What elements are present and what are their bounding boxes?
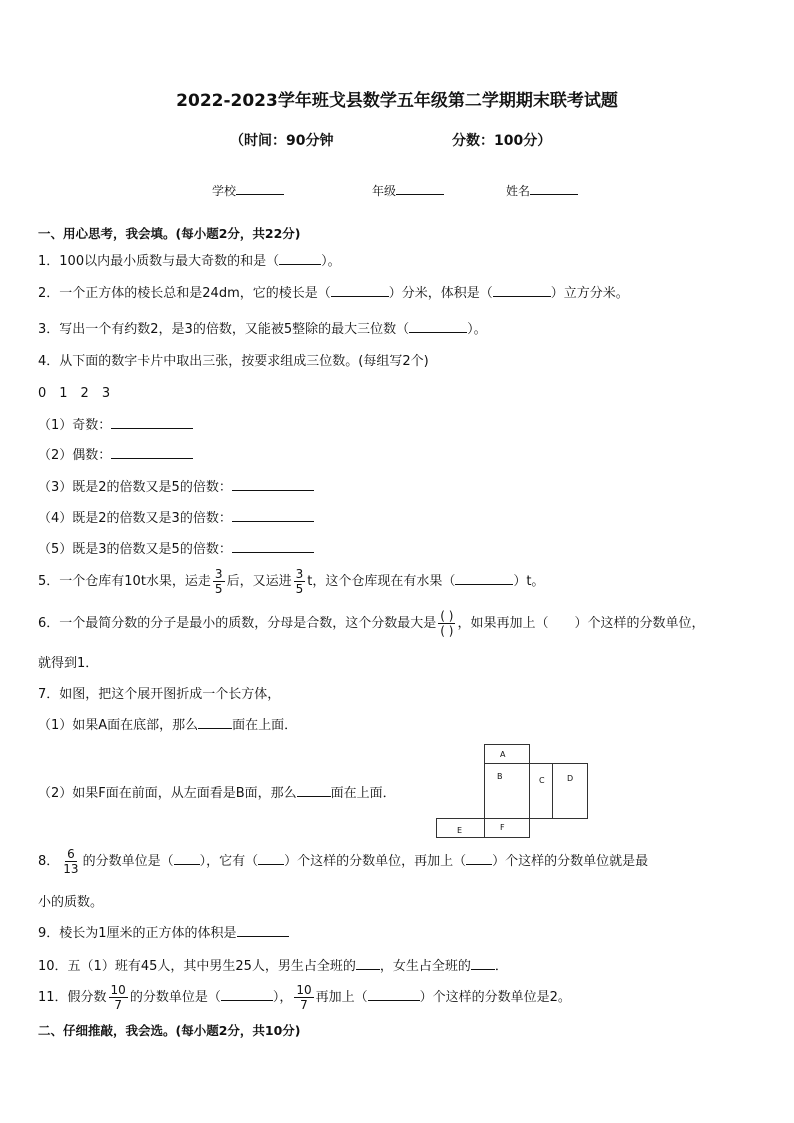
net-face-a xyxy=(484,744,530,764)
q7-2-text-b: 面在上面． xyxy=(330,786,396,801)
net-face-e xyxy=(436,818,485,838)
question-2 xyxy=(38,282,629,301)
q11-frac1-num: 10 xyxy=(110,983,126,997)
q3-text-a: 3．写出一个有约数2，是3的倍数，又能被5整除的最大三位数（ xyxy=(38,322,410,337)
q4-part-4 xyxy=(38,507,314,526)
q2-blank-2 xyxy=(493,284,551,297)
q6-frac-den: ( ) xyxy=(440,624,454,638)
q11-text-c: ）， xyxy=(272,990,293,1005)
q11-fraction-2 xyxy=(294,983,313,1012)
q8-blank-2 xyxy=(258,852,284,865)
net-label-d: D xyxy=(567,774,574,783)
q5-text-b: 后，又运进 xyxy=(226,574,292,589)
question-9 xyxy=(38,922,289,941)
q4-2-label: （2）偶数： xyxy=(38,448,112,463)
q5-text-d: ）t。 xyxy=(513,574,545,589)
q11-fraction-1 xyxy=(109,983,128,1012)
q9-text: 9．棱长为1厘米的正方体的体积是 xyxy=(38,926,237,941)
question-11 xyxy=(38,980,571,1016)
q3-text-b: ）。 xyxy=(467,322,487,337)
q5-frac1-num: 3 xyxy=(214,567,223,581)
grade-field xyxy=(372,182,444,199)
school-label: 学校 xyxy=(212,184,237,198)
q6-continuation: 就得到1． xyxy=(38,656,99,671)
q6-fraction xyxy=(438,609,455,638)
q4-1-blank xyxy=(111,416,193,429)
question-1 xyxy=(38,250,341,269)
q8-fraction xyxy=(61,847,80,876)
question-7: 7．如图，把这个展开图折成一个长方体， xyxy=(38,687,281,702)
q8-continuation: 小的质数。 xyxy=(38,895,104,910)
q5-frac1-den: 5 xyxy=(214,582,223,596)
q8-text-d: ）个这样的分数单位，再加上（ xyxy=(284,854,467,869)
q9-blank xyxy=(237,924,289,937)
q4-4-blank xyxy=(232,509,314,522)
name-label: 姓名 xyxy=(506,184,531,198)
q2-blank-1 xyxy=(331,284,389,297)
question-4: 4．从下面的数字卡片中取出三张，按要求组成三位数。(每组写2个) xyxy=(38,354,429,369)
net-face-d xyxy=(552,763,588,819)
q5-frac2-den: 5 xyxy=(295,582,304,596)
page-title: 2022-2023学年班戈县数学五年级第二学期期末联考试题 xyxy=(176,91,618,111)
q8-text-e: ）个这样的分数单位就是最 xyxy=(492,854,649,869)
q4-part-5 xyxy=(38,538,314,557)
q11-blank-1 xyxy=(221,988,273,1001)
net-face-c xyxy=(529,763,553,819)
q8-number: 8． xyxy=(38,854,60,869)
question-5 xyxy=(38,564,544,600)
q11-text-e: ）个这样的分数单位是2。 xyxy=(419,990,571,1005)
q4-2-blank xyxy=(111,446,193,459)
q5-fraction-2 xyxy=(294,567,306,596)
q7-part-2 xyxy=(38,782,396,801)
q5-blank xyxy=(455,572,513,585)
school-blank xyxy=(236,182,284,195)
q8-frac-num: 6 xyxy=(67,847,75,861)
q7-2-text-a: （2）如果F面在前面，从左面看是B面，那么 xyxy=(38,786,297,801)
q4-5-blank xyxy=(232,540,314,553)
q2-text-b: ）分米，体积是（ xyxy=(388,286,493,301)
name-field xyxy=(506,182,578,199)
q5-frac2-num: 3 xyxy=(295,567,304,581)
section2-heading: 二、仔细推敲，我会选。(每小题2分，共10分) xyxy=(38,1023,301,1038)
grade-label: 年级 xyxy=(372,184,397,198)
question-8 xyxy=(38,844,648,880)
q7-part-1 xyxy=(38,714,297,733)
q6-text-a: 6．一个最简分数的分子是最小的质数，分母是合数，这个分数最大是 xyxy=(38,616,437,631)
net-label-c: C xyxy=(539,776,545,785)
net-label-a: A xyxy=(500,750,506,759)
q11-frac2-num: 10 xyxy=(296,983,312,997)
q1-text-a: 1．100以内最小质数与最大奇数的和是（ xyxy=(38,254,280,269)
name-blank xyxy=(530,182,578,195)
q8-text-b: 的分数单位是（ xyxy=(82,854,174,869)
net-label-e: E xyxy=(457,826,463,835)
q11-frac1-den: 7 xyxy=(114,998,122,1012)
q3-blank xyxy=(409,320,467,333)
time-label: （时间：90分钟 xyxy=(230,133,334,149)
q5-fraction-1 xyxy=(213,567,225,596)
q11-text-d: 再加上（ xyxy=(315,990,368,1005)
grade-blank xyxy=(396,182,444,195)
q11-text-b: 的分数单位是（ xyxy=(129,990,221,1005)
section1-heading: 一、用心思考，我会填。(每小题2分，共22分) xyxy=(38,226,301,241)
q10-text-c: ． xyxy=(494,959,508,974)
q11-blank-2 xyxy=(368,988,420,1001)
q11-text-a: 11．假分数 xyxy=(38,990,107,1005)
school-field xyxy=(212,182,284,199)
q4-part-3 xyxy=(38,476,314,495)
q4-3-label: （3）既是2的倍数又是5的倍数： xyxy=(38,480,232,495)
q8-blank-3 xyxy=(466,852,492,865)
net-face-b xyxy=(484,763,530,819)
q8-text-c: ），它有（ xyxy=(199,854,259,869)
q10-blank-1 xyxy=(356,957,380,970)
q7-2-blank xyxy=(297,784,331,797)
net-label-f: F xyxy=(500,823,505,832)
q7-1-text-b: 面在上面． xyxy=(232,718,298,733)
q2-text-c: ）立方分米。 xyxy=(550,286,629,301)
q7-1-text-a: （1）如果A面在底部，那么 xyxy=(38,718,199,733)
q8-blank-1 xyxy=(174,852,200,865)
net-face-f xyxy=(484,818,530,838)
q1-text-b: ）。 xyxy=(321,254,341,269)
q10-blank-2 xyxy=(471,957,495,970)
q6-frac-num: ( ) xyxy=(440,609,454,623)
q4-cards: 0 1 2 3 xyxy=(38,386,111,401)
net-label-b: B xyxy=(497,772,503,781)
q11-frac2-den: 7 xyxy=(300,998,308,1012)
question-10 xyxy=(38,955,508,974)
q1-blank xyxy=(279,252,321,265)
q2-text-a: 2．一个正方体的棱长总和是24dm，它的棱长是（ xyxy=(38,286,331,301)
q4-part-1 xyxy=(38,414,193,433)
q5-text-c: t，这个仓库现在有水果（ xyxy=(307,574,456,589)
q6-text-b: ，如果再加上（ ）个这样的分数单位， xyxy=(457,616,705,631)
q10-text-b: ，女生占全班的 xyxy=(379,959,471,974)
q7-1-blank xyxy=(198,716,232,729)
q5-text-a: 5．一个仓库有10t水果，运走 xyxy=(38,574,211,589)
q4-4-label: （4）既是2的倍数又是3的倍数： xyxy=(38,511,232,526)
q4-1-label: （1）奇数： xyxy=(38,418,112,433)
q8-frac-den: 13 xyxy=(63,862,79,876)
q10-text-a: 10．五（1）班有45人，其中男生25人，男生占全班的 xyxy=(38,959,356,974)
q4-5-label: （5）既是3的倍数又是5的倍数： xyxy=(38,542,232,557)
q4-3-blank xyxy=(232,478,314,491)
score-label: 分数：100分） xyxy=(452,133,552,149)
question-6 xyxy=(38,606,704,642)
question-3 xyxy=(38,318,487,337)
q4-part-2 xyxy=(38,444,193,463)
